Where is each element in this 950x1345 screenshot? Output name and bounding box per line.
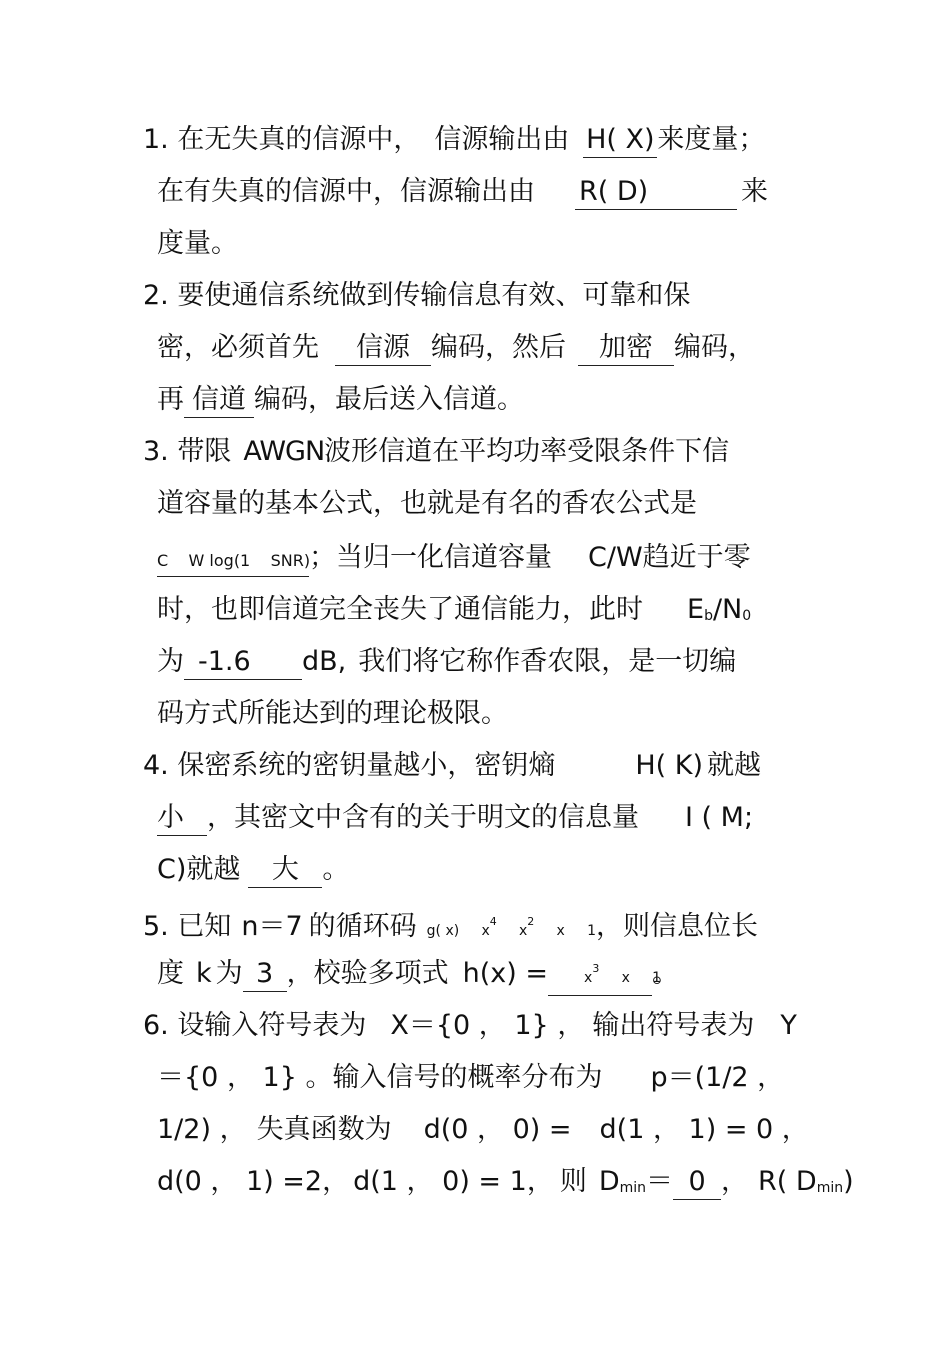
q1-text-e: 来 <box>741 176 768 207</box>
q5-n: n＝7 <box>241 911 303 942</box>
q6-d4: d(1 ， 0) = 1， <box>353 1166 554 1197</box>
q3-eb-sub: b <box>704 608 713 624</box>
q6-eq: ＝ <box>646 1166 674 1197</box>
q6-text-e: 失真函数为 <box>256 1114 392 1145</box>
q2-text-c: 编码，然后 <box>431 332 566 363</box>
q2-line-1 <box>143 270 690 322</box>
q3-line-5 <box>157 636 736 688</box>
q5-text-f: ，校验多项式 <box>286 958 449 989</box>
q1-text-a: 在无失真的信源中， <box>177 124 421 155</box>
q6-line-3 <box>157 1104 809 1156</box>
q5-gx-exp-2: 2 <box>527 915 535 928</box>
q4-number: 4. <box>143 750 169 781</box>
q6-text-d: 1/2) ， <box>157 1114 247 1145</box>
q4-text-f: 。 <box>322 854 350 885</box>
q3-text-h: 我们将它称作香农限，是一切编 <box>358 646 737 677</box>
q5-text-d: 度 <box>157 958 184 989</box>
q6-line-2 <box>157 1052 784 1104</box>
q1-line-1 <box>143 114 765 166</box>
q5-gx-exp-1: 4 <box>489 915 497 928</box>
q6-d3: d(0 ， 1) =2， <box>157 1166 350 1197</box>
q6-dmin: D <box>598 1166 620 1197</box>
q4-line-1 <box>143 740 761 792</box>
q3-line-4 <box>157 584 751 636</box>
q6-text-a: 设输入符号表为 <box>177 1010 367 1041</box>
q3-text-a: 带限 <box>177 436 232 467</box>
q6-p: p＝(1/2 ， <box>650 1062 785 1093</box>
q5-gx: g( x) x <box>426 923 490 939</box>
q3-awgn: AWGN <box>243 436 325 467</box>
q6-answer-1: 0 <box>673 1165 721 1200</box>
q3-answer: -1.6 <box>184 645 302 680</box>
q5-answer-2-rest: x 1 <box>599 970 662 986</box>
q6-x: X＝{0 ， 1} ， <box>390 1010 585 1041</box>
q3-cw: C/W <box>588 542 643 573</box>
q6-rd-end: ) <box>843 1166 854 1197</box>
q4-im: I ( M; <box>685 802 754 833</box>
q2-text-f: 编码，最后送入信道。 <box>254 384 524 415</box>
q3-line-2 <box>157 478 697 530</box>
q6-text-f: 则 <box>559 1166 587 1197</box>
q2-answer-2: 加密 <box>578 331 674 366</box>
q1-answer-2: R( D) <box>575 175 737 210</box>
q3-text-g: 为 <box>157 646 184 677</box>
q3-line-3 <box>157 532 751 584</box>
q1-text-b: 信源输出由 <box>434 124 570 155</box>
q2-number: 2. <box>143 280 169 311</box>
q2-text-b: 密，必须首先 <box>157 332 319 363</box>
q4-text-d: C) <box>157 854 187 885</box>
q5-hx: h(x) = <box>462 958 549 989</box>
q5-number: 5. <box>143 911 169 942</box>
q6-text-g: ， <box>721 1166 749 1197</box>
q5-answer-2-x: x <box>584 970 593 986</box>
q5-text-a: 已知 <box>177 911 232 942</box>
q6-dmin-sub: min <box>619 1180 647 1196</box>
q5-line-1 <box>143 896 758 948</box>
q1-number: 1. <box>143 124 169 155</box>
q1-answer-1: H( X) <box>583 123 657 158</box>
q6-d2: d(1 ， 1) = 0 ， <box>599 1114 809 1145</box>
q5-text-e: 为 <box>215 958 243 989</box>
q4-text-b: 就越 <box>707 750 762 781</box>
q4-hk: H( K) <box>635 750 704 781</box>
q2-text-e: 再 <box>157 384 184 415</box>
q4-answer-1: 小 <box>157 801 207 836</box>
q5-k: k <box>196 958 212 989</box>
q4-text-a: 保密系统的密钥量越小，密钥熵 <box>177 750 556 781</box>
q3-eb: E <box>687 594 705 625</box>
q4-text-e: 就越 <box>186 854 241 885</box>
q1-text-f: 度量。 <box>157 228 238 259</box>
q3-text-i: 码方式所能达到的理论极限。 <box>157 698 508 729</box>
q5-line-2 <box>157 948 679 1000</box>
q3-n0-sub: 0 <box>742 608 752 624</box>
q3-line-1 <box>143 426 729 478</box>
q2-answer-1: 信源 <box>335 331 431 366</box>
q3-text-f: 时，也即信道完全丧失了通信能力，此时 <box>157 594 643 625</box>
q1-line-3 <box>157 218 238 270</box>
q5-text-b: 的循环码 <box>308 911 417 942</box>
q3-text-b: 波形信道在平均功率受限条件下信 <box>324 436 730 467</box>
q3-unit: dB, <box>302 646 347 677</box>
q6-rd: R( D <box>758 1166 817 1197</box>
q5-answer-1: 3 <box>243 957 287 992</box>
q5-answer-2 <box>548 952 662 996</box>
q2-line-3 <box>157 374 524 426</box>
q4-line-2 <box>157 792 753 844</box>
q3-text-e: 趋近于零 <box>642 542 751 573</box>
q6-text-c: ＝{0 ， 1} 。输入信号的概率分布为 <box>157 1062 603 1093</box>
q6-d1: d(0 ， 0) = <box>423 1114 572 1145</box>
q2-answer-3: 信道 <box>184 383 254 418</box>
q3-line-6 <box>157 688 508 740</box>
q5-text-c: ，则信息位长 <box>596 911 758 942</box>
q4-answer-2: 大 <box>248 853 322 888</box>
q1-line-2 <box>157 166 768 218</box>
q3-text-c: 道容量的基本公式，也就是有名的香农公式是 <box>157 488 697 519</box>
q5-gx-2: x <box>496 923 528 939</box>
q2-line-2 <box>157 322 755 374</box>
q6-line-1 <box>143 1000 797 1052</box>
q3-n0: /N <box>712 594 743 625</box>
q6-number: 6. <box>143 1010 169 1041</box>
q5-text-g: 。 <box>652 958 680 989</box>
q6-rd-sub: min <box>816 1180 844 1196</box>
q1-text-c: 来度量； <box>657 124 766 155</box>
q2-text-a: 要使通信系统做到传输信息有效、可靠和保 <box>177 280 691 311</box>
q4-text-c: ，其密文中含有的关于明文的信息量 <box>207 802 639 833</box>
q4-line-3 <box>157 844 349 896</box>
q5-answer-2-exp: 3 <box>592 962 600 975</box>
q5-gx-3: x 1 <box>534 923 596 939</box>
q3-number: 3. <box>143 436 169 467</box>
q6-y: Y <box>780 1010 797 1041</box>
q3-text-d: ；当归一化信道容量 <box>309 542 552 573</box>
q2-text-d: 编码， <box>674 332 755 363</box>
q1-text-d: 在有失真的信源中，信源输出由 <box>157 176 535 207</box>
q6-text-b: 输出符号表为 <box>592 1010 755 1041</box>
q6-line-4 <box>157 1156 854 1208</box>
q3-shannon-formula: C W log(1 SNR) <box>157 546 309 577</box>
